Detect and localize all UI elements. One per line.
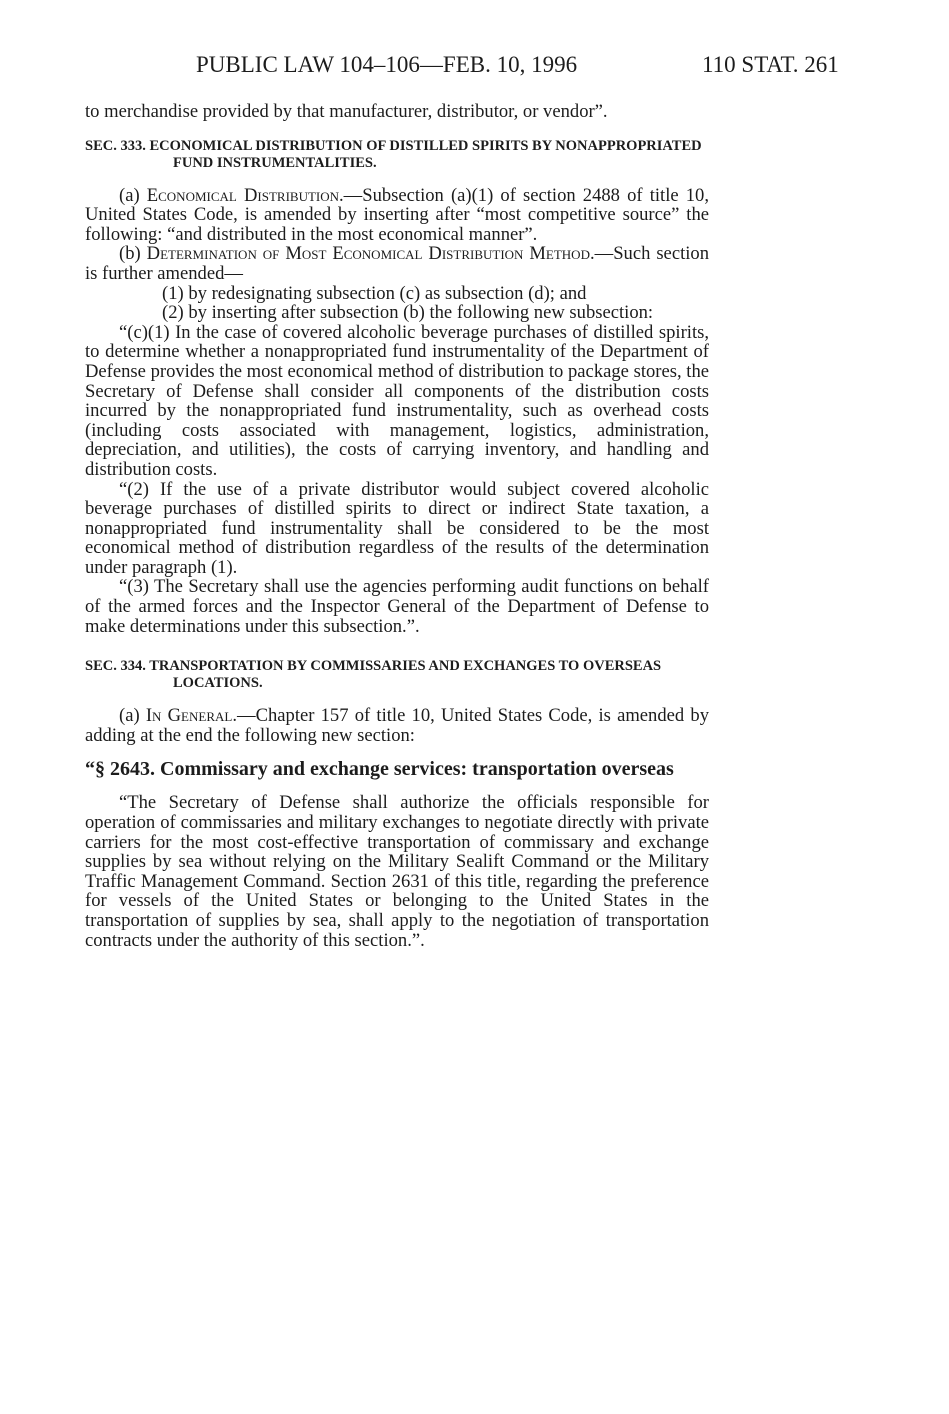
sec-333-b-title: Determination of Most Economical Distribution Method xyxy=(146,243,590,265)
sec-333-a-title: Economical Distribution xyxy=(146,184,339,206)
header-stat-page: 110 STAT. 261 xyxy=(702,52,839,77)
intro-paragraph: to merchandise provided by that manufacturer, distributor, or vendor”. xyxy=(85,101,608,122)
sec-333-item-2: (2) by inserting after subsection (b) the following new subsection: xyxy=(162,302,654,324)
sec-333-paragraph-c3: “(3) The Secretary shall use the agencies performing audit functions on behalf of the armed forces and the Inspector General of the Department of Defense to make determinations under this subsection.”. xyxy=(85,576,709,637)
sec-334-a-text: .—Chapter 157 of title 10, United States Code, is amended by adding at the end the following new section: xyxy=(85,705,709,746)
sec-333-heading: SEC. 333. ECONOMICAL DISTRIBUTION OF DISTILLED SPIRITS BY NONAPPROPRIATED FUND INSTRUMENTALITIES. xyxy=(85,137,702,171)
sec-334-subsection-a xyxy=(85,706,709,745)
sec-333-subsection-b xyxy=(85,244,709,283)
sec-333-paragraph-c1: “(c)(1) In the case of covered alcoholic beverage purchases of distilled spirits, to determine whether a nonappropriated fund instrumentality of the Department of Defense provides the most economical method of distribution to package stores, the Secretary of Defense shall consider all components of the distribution costs incurred by the nonappropriated fund instrumentality, such as overhead costs (including costs associated with management, logistics, administration, depreciation, and utilities), the costs of carrying inventory, and handling and distribution costs. xyxy=(85,321,709,480)
section-2643-body: “The Secretary of Defense shall authorize the officials responsible for operation of commissaries and military exchanges to negotiate directly with private carriers for the most cost-effective transportation of commissary and exchange supplies by sea without relying on the Military Sealift Command or the Military Traffic Management Command. Section 2631 of this title, regarding the preference for vessels of the United States or belonging to the United States in the transportation of supplies by sea, shall apply to the negotiation of transportation contracts under the authority of this section.”. xyxy=(85,792,709,951)
sec-334-a-title: In General xyxy=(145,705,233,727)
sec-333-subsection-a xyxy=(85,186,709,245)
sec-333-a-label: (a) xyxy=(119,184,140,206)
sec-333-b-text: .—Such section is further amended— xyxy=(85,243,709,284)
section-2643-heading: “§ 2643. Commissary and exchange services: transportation overseas xyxy=(85,758,674,781)
sec-333-b-label: (b) xyxy=(119,243,141,265)
document-body xyxy=(85,102,709,950)
sec-334-a-label: (a) xyxy=(119,705,140,727)
sec-333-item-1: (1) by redesignating subsection (c) as subsection (d); and xyxy=(162,282,587,304)
sec-333-paragraph-c2: “(2) If the use of a private distributor would subject covered alcoholic beverage purchases of distilled spirits to direct or indirect State taxation, a nonappropriated fund instrumentality shall be considered to be the most economical method of distribution regardless of the results of the determination under paragraph (1). xyxy=(85,478,709,578)
sec-333-a-text: .—Subsection (a)(1) of section 2488 of title 10, United States Code, is amended by inserting after “most competitive source” the following: “and distributed in the most economical manner”. xyxy=(85,184,709,245)
sec-334-heading: SEC. 334. TRANSPORTATION BY COMMISSARIES AND EXCHANGES TO OVERSEAS LOCATIONS. xyxy=(85,658,662,692)
page-header xyxy=(0,52,949,84)
header-title: PUBLIC LAW 104–106—FEB. 10, 1996 xyxy=(196,52,578,77)
